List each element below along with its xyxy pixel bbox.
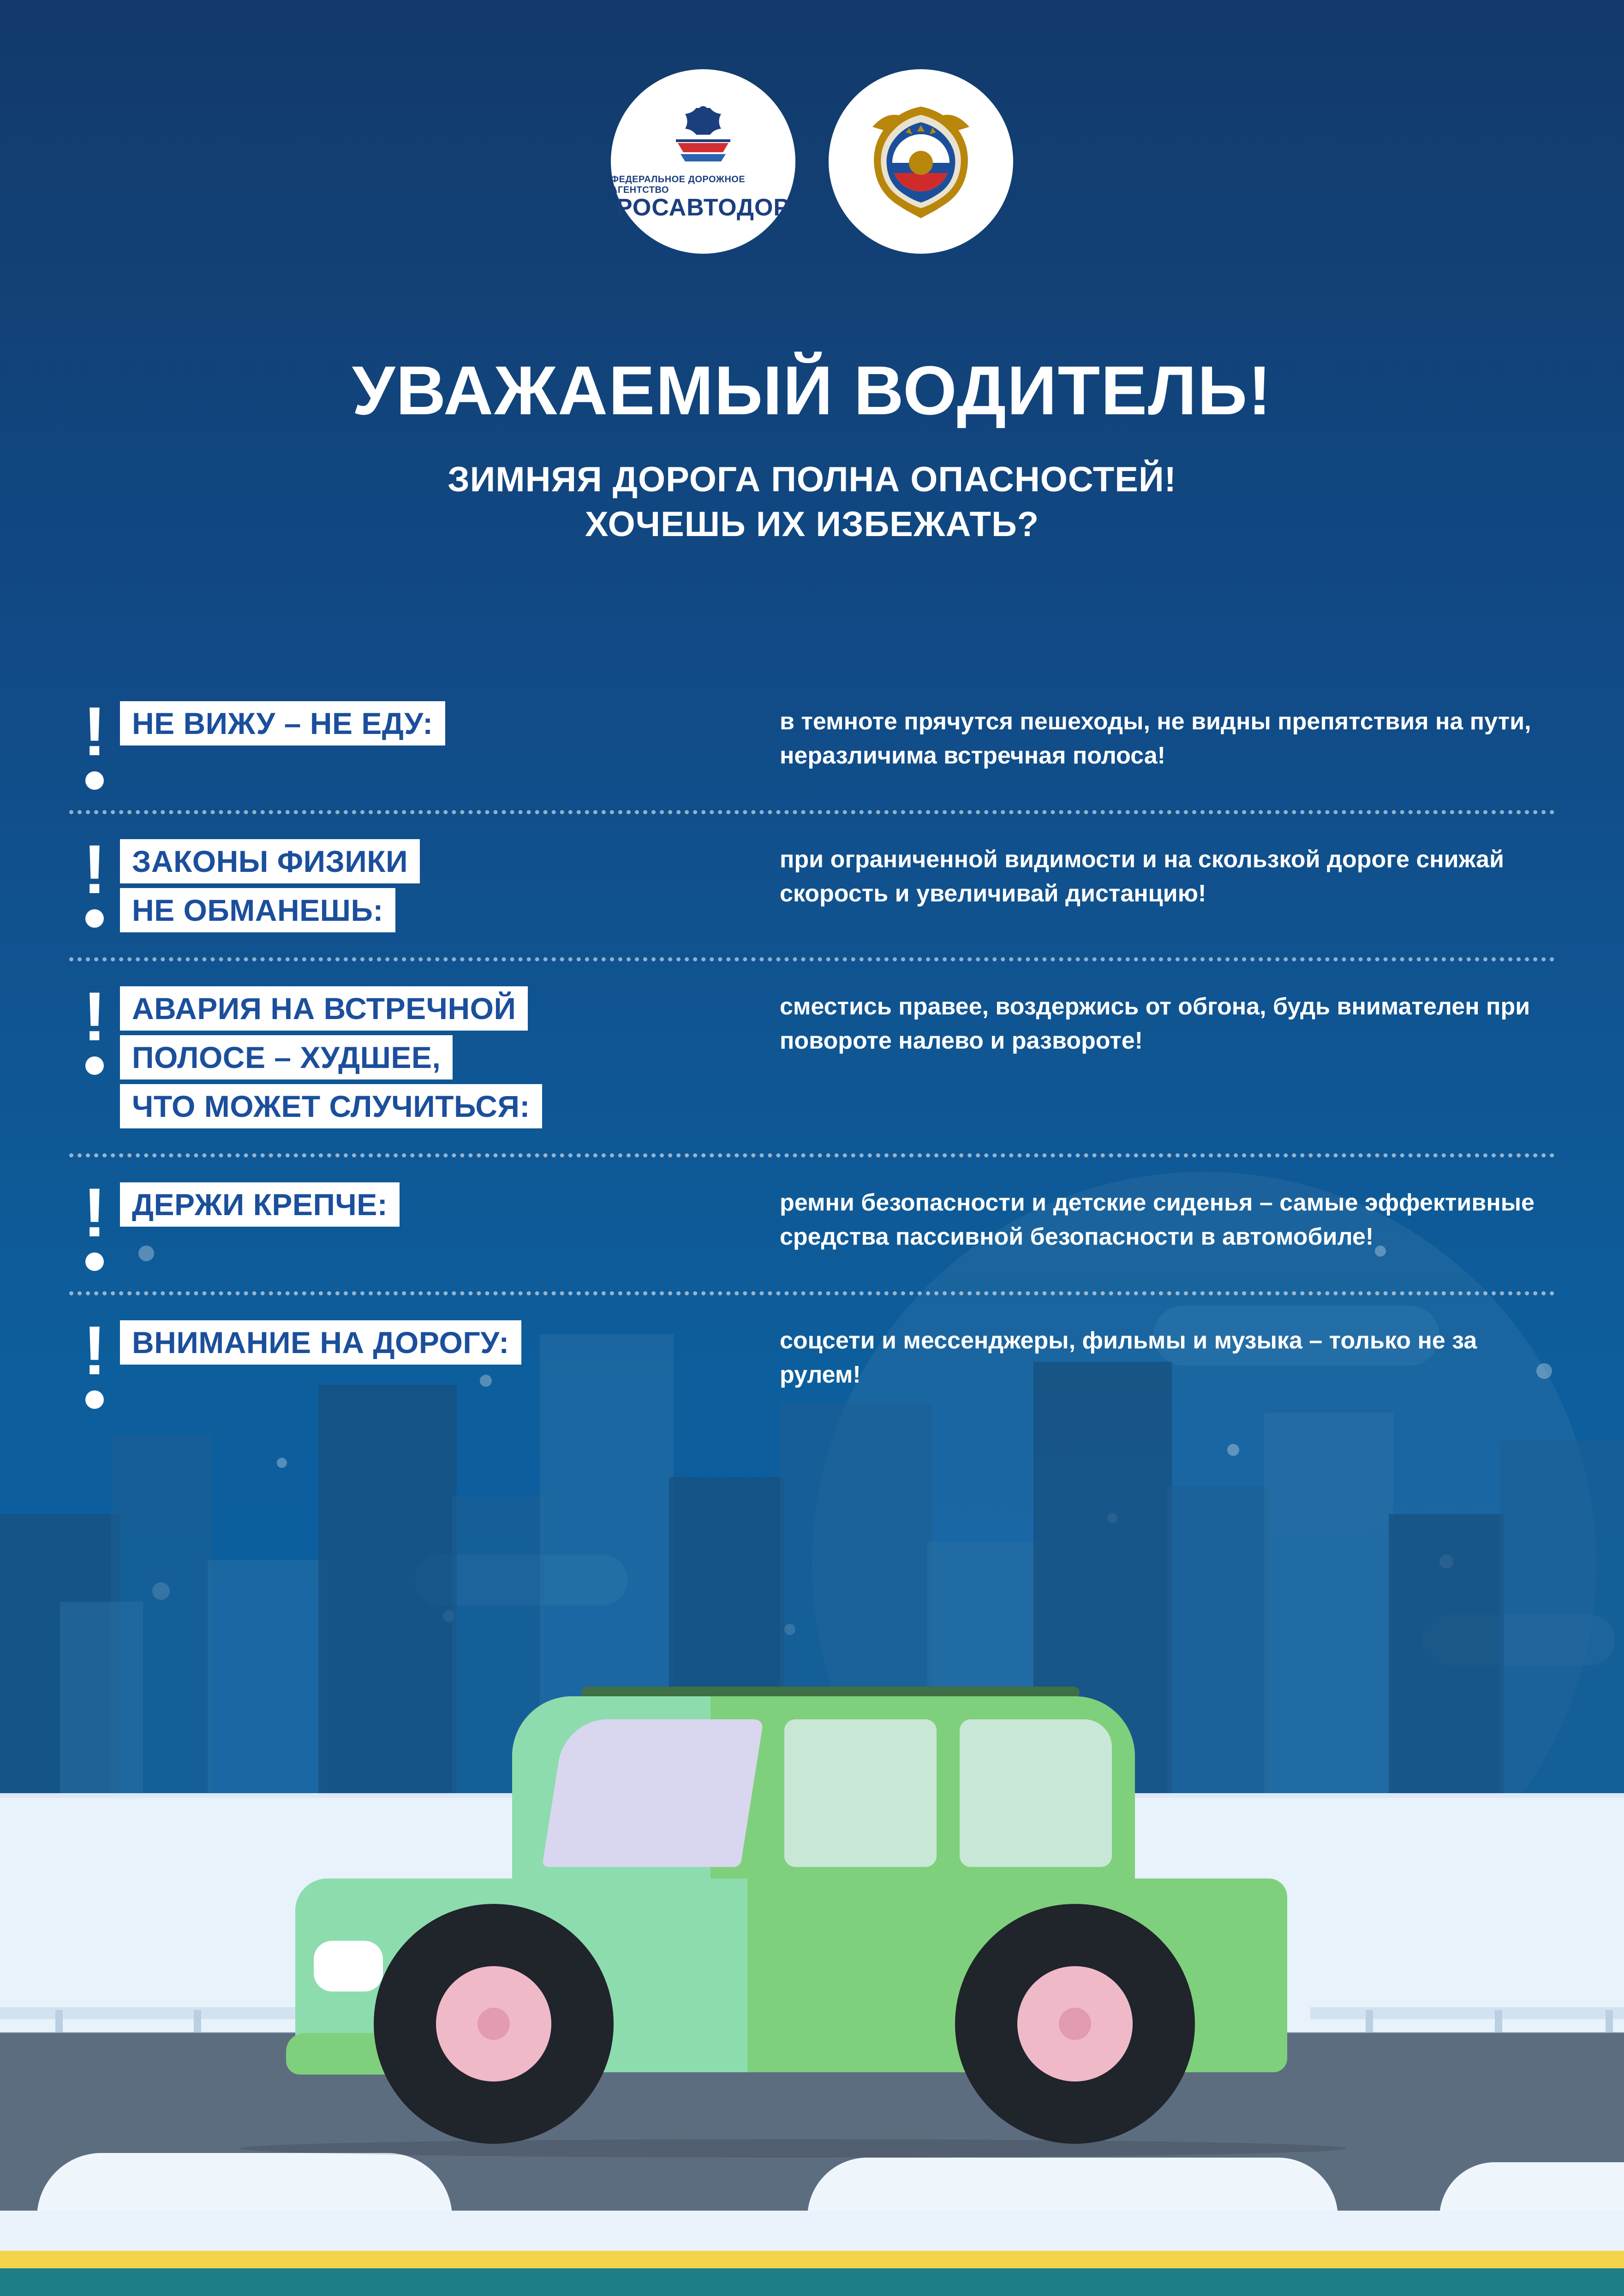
rule-tag-group <box>120 1178 780 1231</box>
exclamation-mark: ! <box>83 692 106 770</box>
rule-text: сместись правее, воздержись от обгона, будь внимателен при повороте налево и развороте! <box>780 993 1530 1054</box>
road-stripe-yellow <box>0 2251 1624 2268</box>
rule-tag-group <box>120 697 780 750</box>
logo-row <box>0 69 1624 254</box>
rule-tag: ЧТО МОЖЕТ СЛУЧИТЬСЯ: <box>120 1084 542 1128</box>
rule-item <box>0 692 1624 790</box>
guardrail <box>1310 2007 1624 2019</box>
rule-tag: ЗАКОНЫ ФИЗИКИ <box>120 839 420 883</box>
rule-divider <box>69 957 1555 961</box>
rosavtodor-logo <box>611 69 795 254</box>
exclamation-icon <box>69 1311 120 1409</box>
rule-divider <box>69 810 1555 814</box>
headlight <box>314 1941 383 1992</box>
car-illustration <box>295 1627 1343 2144</box>
rosavtodor-subtitle: ФЕДЕРАЛЬНОЕ ДОРОЖНОЕ АГЕНТСТВО <box>611 174 746 195</box>
rule-tag: ВНИМАНИЕ НА ДОРОГУ: <box>120 1320 521 1365</box>
page-subtitle-line2: ХОЧЕШЬ ИХ ИЗБЕЖАТЬ? <box>585 505 1039 544</box>
gibdd-emblem-icon <box>854 95 988 228</box>
rule-tag-group <box>120 835 780 937</box>
side-window-rear <box>960 1719 1112 1867</box>
rule-text: ремни безопасности и детские сиденья – самые эффективные средства пассивной безопасности в автомобиле! <box>780 1189 1535 1250</box>
exclamation-mark: ! <box>83 977 106 1055</box>
snow-drift <box>37 2153 452 2218</box>
wheel-hub <box>1017 1966 1133 2081</box>
rule-item <box>0 977 1624 1133</box>
page-title: УВАЖАЕМЫЙ ВОДИТЕЛЬ! <box>352 352 1272 429</box>
rule-tag: НЕ ОБМАНЕШЬ: <box>120 888 395 932</box>
exclamation-icon <box>69 1173 120 1271</box>
rules-list <box>0 692 1624 1409</box>
exclamation-dot <box>85 1390 104 1409</box>
exclamation-icon <box>69 977 120 1075</box>
building <box>1499 1440 1624 1800</box>
building <box>60 1602 143 1800</box>
rule-tag-group <box>120 982 780 1133</box>
exclamation-dot <box>85 771 104 790</box>
exclamation-dot <box>85 909 104 928</box>
rule-tag: ПОЛОСЕ – ХУДШЕЕ, <box>120 1035 453 1079</box>
rule-item <box>0 830 1624 937</box>
front-wheel <box>374 1904 614 2144</box>
rule-tag: НЕ ВИЖУ – НЕ ЕДУ: <box>120 701 445 745</box>
building <box>1389 1514 1504 1800</box>
rosavtodor-title: РОСАВТОДОР <box>616 194 790 221</box>
rule-tag-group <box>120 1316 780 1369</box>
exclamation-dot <box>85 1252 104 1271</box>
rule-divider <box>69 1291 1555 1295</box>
page-subtitle-line1: ЗИМНЯЯ ДОРОГА ПОЛНА ОПАСНОСТЕЙ! <box>448 460 1176 499</box>
exclamation-icon <box>69 692 120 790</box>
exclamation-mark: ! <box>83 830 106 908</box>
rear-wheel <box>955 1904 1195 2144</box>
wheel-hub <box>436 1966 551 2081</box>
road-shoulder-snow <box>0 2211 1624 2252</box>
rule-item <box>0 1311 1624 1409</box>
exclamation-mark: ! <box>83 1173 106 1251</box>
rule-text: соцсети и мессенджеры, фильмы и музыка – только не за рулем! <box>780 1327 1477 1388</box>
rule-tag: АВАРИЯ НА ВСТРЕЧНОЙ <box>120 986 528 1031</box>
windshield <box>542 1719 764 1867</box>
rule-text: при ограниченной видимости и на скользкой дороге снижай скорость и увеличивай дистанцию! <box>780 846 1505 907</box>
snow-drift <box>1439 2162 1624 2218</box>
exclamation-dot <box>85 1056 104 1075</box>
rule-item <box>0 1173 1624 1271</box>
rule-divider <box>69 1153 1555 1157</box>
page-subtitle <box>0 457 1624 547</box>
rule-tag: ДЕРЖИ КРЕПЧЕ: <box>120 1182 400 1227</box>
road-stripe-teal <box>0 2268 1624 2296</box>
rosavtodor-emblem-icon <box>650 103 756 173</box>
side-window-front <box>784 1719 937 1867</box>
exclamation-mark: ! <box>83 1311 106 1389</box>
rule-text: в темноте прячутся пешеходы, не видны препятствия на пути, неразличима встречная полоса! <box>780 708 1531 769</box>
gibdd-logo <box>829 69 1013 254</box>
title-block <box>0 351 1624 547</box>
exclamation-icon <box>69 830 120 928</box>
snow-drift <box>807 2158 1338 2218</box>
